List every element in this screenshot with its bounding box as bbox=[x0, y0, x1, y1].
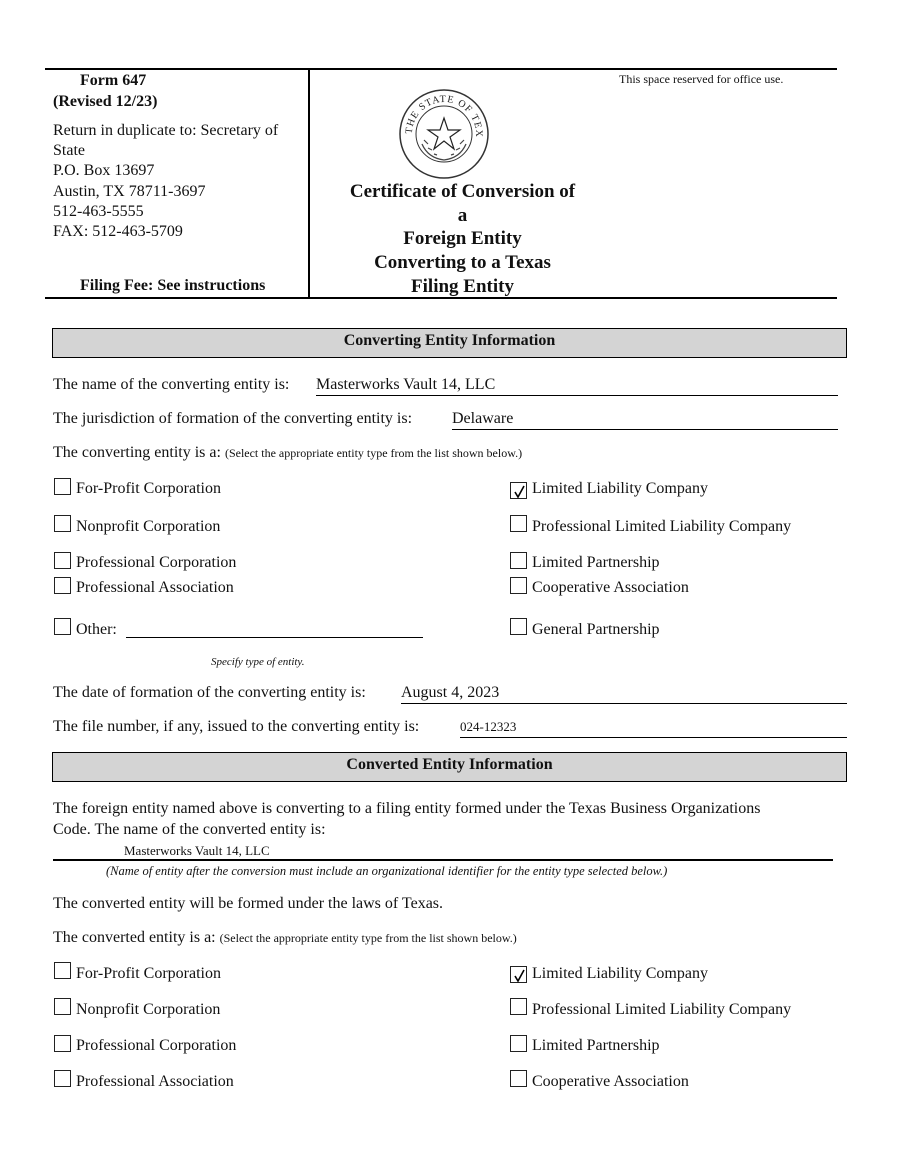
form-revision: (Revised 12/23) bbox=[53, 93, 158, 110]
laws-statement: The converted entity will be formed under the laws of Texas. bbox=[53, 895, 444, 912]
file-number-field[interactable]: 024-12323 bbox=[460, 717, 847, 738]
converted-name-rule bbox=[53, 859, 833, 861]
converted-type-label bbox=[53, 929, 517, 947]
title-line: Certificate of Conversion of bbox=[349, 181, 576, 202]
svg-text:THE STATE OF TEXAS bbox=[398, 88, 484, 138]
converted-pllc-checkbox[interactable] bbox=[510, 998, 527, 1015]
formation-date-label: The date of formation of the converting entity is: bbox=[53, 684, 366, 701]
converting-name-field[interactable]: Masterworks Vault 14, LLC bbox=[316, 375, 838, 396]
texas-seal-logo bbox=[398, 88, 490, 180]
converted-for-profit-label: For-Profit Corporation bbox=[76, 965, 221, 982]
converting-gp-label: General Partnership bbox=[532, 621, 660, 638]
converting-nonprofit-label: Nonprofit Corporation bbox=[76, 518, 221, 535]
return-address-line: State bbox=[53, 142, 85, 160]
converted-coop-label: Cooperative Association bbox=[532, 1073, 689, 1090]
checkmark-icon bbox=[512, 483, 528, 499]
converting-pllc-checkbox[interactable] bbox=[510, 515, 527, 532]
converted-type-label-text: The converted entity is a: bbox=[53, 929, 216, 946]
title-line: Foreign Entity bbox=[403, 228, 522, 250]
header-top-rule bbox=[45, 68, 837, 70]
converted-llc-checkbox[interactable] bbox=[510, 966, 527, 983]
converting-for-profit-checkbox[interactable] bbox=[54, 478, 71, 495]
converting-name-label: The name of the converting entity is: bbox=[53, 376, 290, 393]
converting-prof-corp-checkbox[interactable] bbox=[54, 552, 71, 569]
converted-nonprofit-label: Nonprofit Corporation bbox=[76, 1001, 221, 1018]
converting-gp-checkbox[interactable] bbox=[510, 618, 527, 635]
return-address-line: Austin, TX 78711-3697 bbox=[53, 182, 206, 200]
converting-coop-checkbox[interactable] bbox=[510, 577, 527, 594]
filing-fee: Filing Fee: See instructions bbox=[80, 277, 266, 294]
converting-llc-checkbox[interactable] bbox=[510, 482, 527, 499]
seal-text: THE STATE OF TEX bbox=[403, 93, 485, 138]
converted-intro-line: The foreign entity named above is converting to a filing entity formed under the Texas Business Organizations bbox=[53, 800, 761, 817]
converting-coop-label: Cooperative Association bbox=[532, 579, 689, 596]
converting-pllc-label: Professional Limited Liability Company bbox=[532, 518, 792, 535]
other-entity-field[interactable] bbox=[126, 637, 423, 638]
title-line: Converting to a Texas bbox=[374, 252, 551, 274]
formation-date-field[interactable]: August 4, 2023 bbox=[401, 683, 847, 704]
return-address bbox=[53, 121, 308, 242]
form-number: Form 647 bbox=[80, 72, 147, 89]
converted-name-hint: (Name of entity after the conversion must include an organizational identifier for the entity type selected below.) bbox=[106, 864, 668, 878]
converting-for-profit-label: For-Profit Corporation bbox=[76, 480, 221, 497]
converting-lp-checkbox[interactable] bbox=[510, 552, 527, 569]
converted-entity-section-header: Converted Entity Information bbox=[52, 752, 847, 782]
converting-prof-corp-label: Professional Corporation bbox=[76, 554, 237, 571]
converted-nonprofit-checkbox[interactable] bbox=[54, 998, 71, 1015]
return-address-line: FAX: 512-463-5709 bbox=[53, 223, 183, 241]
return-address-line: P.O. Box 13697 bbox=[53, 162, 155, 180]
other-entity-hint: Specify type of entity. bbox=[211, 656, 305, 668]
converted-pllc-label: Professional Limited Liability Company bbox=[532, 1001, 792, 1018]
converted-intro-line: Code. The name of the converted entity is: bbox=[53, 821, 326, 838]
office-use-note: This space reserved for office use. bbox=[619, 72, 784, 86]
converting-other-label: Other: bbox=[76, 621, 117, 638]
jurisdiction-label: The jurisdiction of formation of the converting entity is: bbox=[53, 410, 413, 427]
title-line: Filing Entity bbox=[411, 275, 514, 297]
converted-prof-assoc-checkbox[interactable] bbox=[54, 1070, 71, 1087]
converting-lp-label: Limited Partnership bbox=[532, 554, 660, 571]
converting-type-label bbox=[53, 444, 522, 462]
converted-name-field[interactable]: Masterworks Vault 14, LLC bbox=[124, 843, 270, 858]
converted-lp-label: Limited Partnership bbox=[532, 1037, 660, 1054]
title-line: a bbox=[457, 204, 468, 226]
converted-lp-checkbox[interactable] bbox=[510, 1035, 527, 1052]
converting-nonprofit-checkbox[interactable] bbox=[54, 515, 71, 532]
checkmark-icon bbox=[512, 967, 528, 983]
converted-type-hint: (Select the appropriate entity type from the list shown below.) bbox=[219, 931, 517, 945]
jurisdiction-field[interactable]: Delaware bbox=[452, 409, 838, 430]
file-number-label: The file number, if any, issued to the converting entity is: bbox=[53, 718, 420, 735]
converting-entity-section-header: Converting Entity Information bbox=[52, 328, 847, 358]
converted-prof-corp-checkbox[interactable] bbox=[54, 1035, 71, 1052]
converting-type-hint: (Select the appropriate entity type from the list shown below.) bbox=[224, 446, 523, 460]
converting-prof-assoc-label: Professional Association bbox=[76, 579, 234, 596]
converted-for-profit-checkbox[interactable] bbox=[54, 962, 71, 979]
header-divider bbox=[308, 69, 310, 298]
converting-llc-label: Limited Liability Company bbox=[532, 480, 708, 497]
converted-prof-corp-label: Professional Corporation bbox=[76, 1037, 237, 1054]
converted-coop-checkbox[interactable] bbox=[510, 1070, 527, 1087]
certificate-title bbox=[320, 180, 605, 299]
converted-prof-assoc-label: Professional Association bbox=[76, 1073, 234, 1090]
converting-prof-assoc-checkbox[interactable] bbox=[54, 577, 71, 594]
return-address-line: Return in duplicate to: Secretary of bbox=[53, 122, 279, 139]
converting-other-checkbox[interactable] bbox=[54, 618, 71, 635]
return-address-line: 512-463-5555 bbox=[53, 202, 144, 220]
converting-type-label-text: The converting entity is a: bbox=[53, 444, 221, 461]
converted-llc-label: Limited Liability Company bbox=[532, 965, 708, 982]
